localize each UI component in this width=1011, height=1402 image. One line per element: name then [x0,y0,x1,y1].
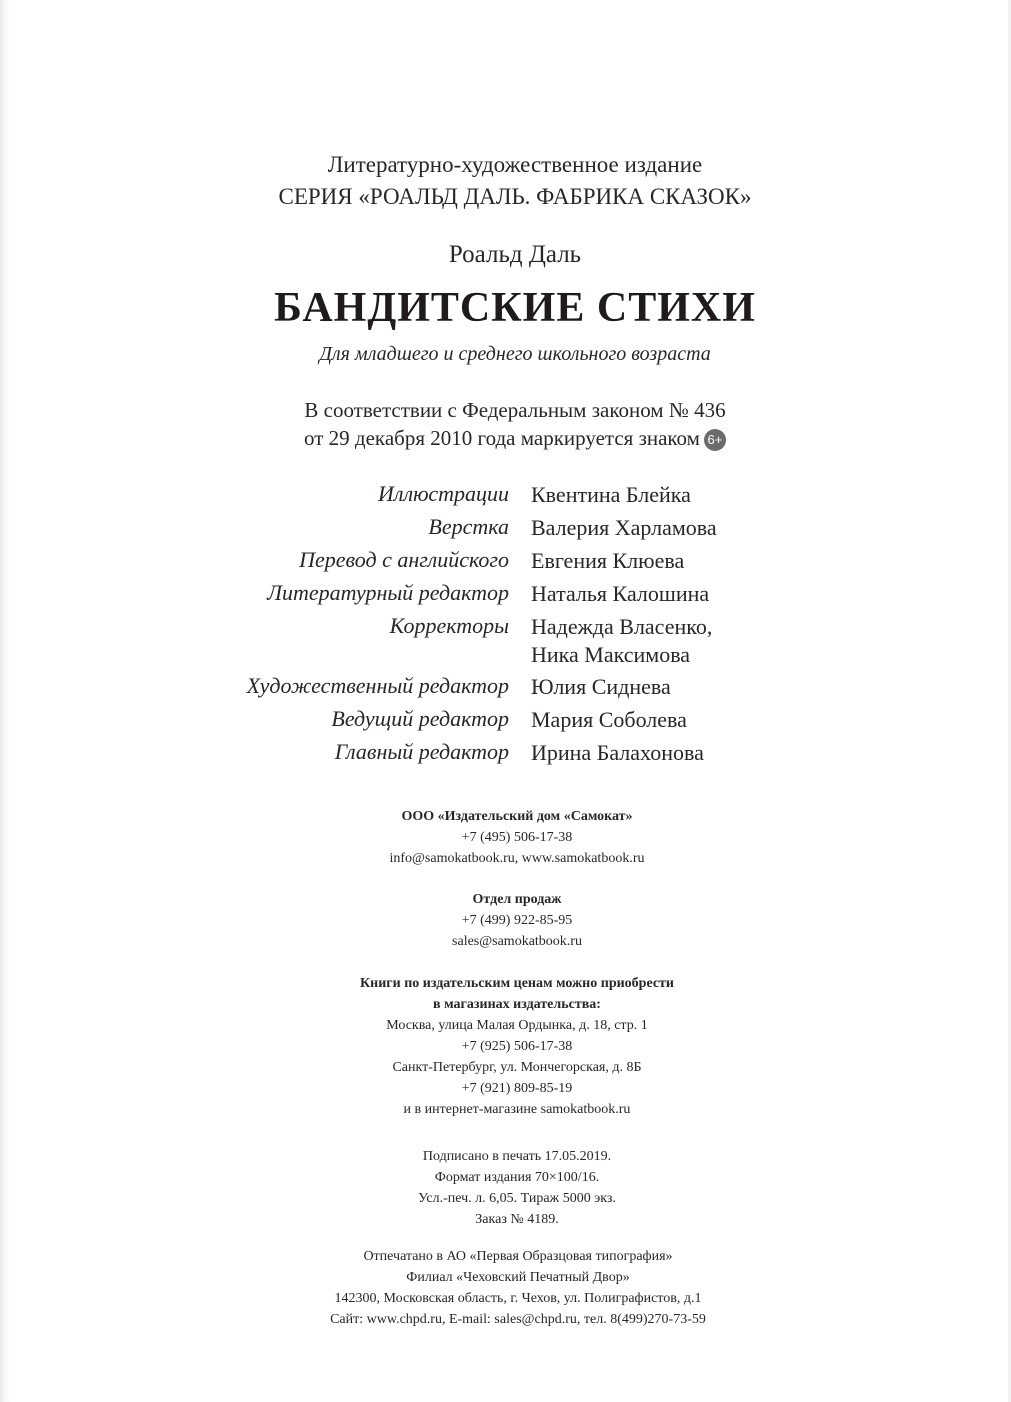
shop-online: и в интернет-магазине samokatbook.ru [403,1102,631,1117]
printer-line-2: Филиал «Чеховский Печатный Двор» [406,1270,630,1285]
shops-title-2: в магазинах издательства: [433,997,601,1012]
publisher-web: info@samokatbook.ru, www.samokatbook.ru [389,851,645,866]
publisher-name: ООО «Издательский дом «Самокат» [401,809,633,824]
age-rating-badge: 6+ [704,429,726,451]
book-author: Роальд Даль [448,241,582,268]
print-order: Заказ № 4189. [475,1212,559,1227]
publisher-phone: +7 (495) 506-17-38 [461,830,573,845]
credit-row [0,673,1011,706]
print-info-block [0,1146,1011,1230]
credit-role: Ведущий редактор [331,706,509,731]
credit-row [0,547,1011,580]
sales-phone: +7 (499) 922-85-95 [461,913,573,928]
credit-role: Литературный редактор [267,580,509,605]
credit-role: Перевод с английского [299,547,509,572]
sales-email: sales@samokatbook.ru [452,934,582,949]
age-recommendation: Для младшего и среднего школьного возраста [319,343,711,365]
shop-phone-spb: +7 (921) 809-85-19 [461,1081,573,1096]
printer-line-4: Сайт: www.chpd.ru, E-mail: sales@chpd.ru, тел. 8(499)270-73-59 [330,1312,706,1327]
printer-line-1: Отпечатано в АО «Первая Образцовая типография» [363,1249,673,1264]
credit-name-multi [531,613,712,669]
credit-role: Главный редактор [334,739,509,764]
credit-role: Иллюстрации [378,481,509,506]
edition-type: Литературно-художественное издание [327,152,703,177]
shop-phone-moscow: +7 (925) 506-17-38 [461,1039,573,1054]
credit-name: Валерия Харламова [531,515,717,540]
credit-row [0,580,1011,613]
law-notice-line-2 [0,426,1011,451]
law-notice-line-1: В соответствии с Федеральным законом № 436 [304,398,726,422]
credit-role: Верстка [428,514,509,539]
credit-row [0,481,1011,514]
shops-block [0,973,1011,1120]
credit-name: Мария Соболева [531,707,687,732]
printer-block [0,1246,1011,1330]
sales-title: Отдел продаж [472,892,562,907]
shop-address-spb: Санкт-Петербург, ул. Мончегорская, д. 8Б [392,1060,642,1075]
shop-address-moscow: Москва, улица Малая Ордынка, д. 18, стр. 1 [386,1018,648,1033]
credit-row [0,706,1011,739]
print-format: Формат издания 70×100/16. [434,1170,600,1185]
print-signed: Подписано в печать 17.05.2019. [422,1149,612,1164]
shops-title-1: Книги по издательским ценам можно приобрести [359,976,674,991]
credit-name: Евгения Клюева [531,548,685,573]
law-notice-text: от 29 декабря 2010 года маркируется знаком [304,426,700,450]
printer-line-3: 142300, Московская область, г. Чехов, ул. Полиграфистов, д.1 [334,1291,702,1306]
series-title: СЕРИЯ «РОАЛЬД ДАЛЬ. ФАБРИКА СКАЗОК» [278,184,752,209]
book-title: БАНДИТСКИЕ СТИХИ [274,285,756,331]
credit-row [0,739,1011,772]
credit-role: Художественный редактор [246,673,509,698]
credit-name: Надежда Власенко, [531,614,713,639]
credit-name: Ника Максимова [531,642,691,667]
credit-name: Юлия Сиднева [531,674,671,699]
credit-name: Квентина Блейка [531,482,691,507]
publisher-block [0,806,1011,869]
credit-name: Ирина Балахонова [531,740,704,765]
sales-block [0,889,1011,952]
print-sheets: Усл.-печ. л. 6,05. Тираж 5000 экз. [418,1191,616,1206]
credit-row [0,514,1011,547]
credit-row [0,613,1011,673]
credits-list [0,481,1011,772]
credit-role: Корректоры [389,613,509,638]
credit-name: Наталья Калошина [531,581,710,606]
